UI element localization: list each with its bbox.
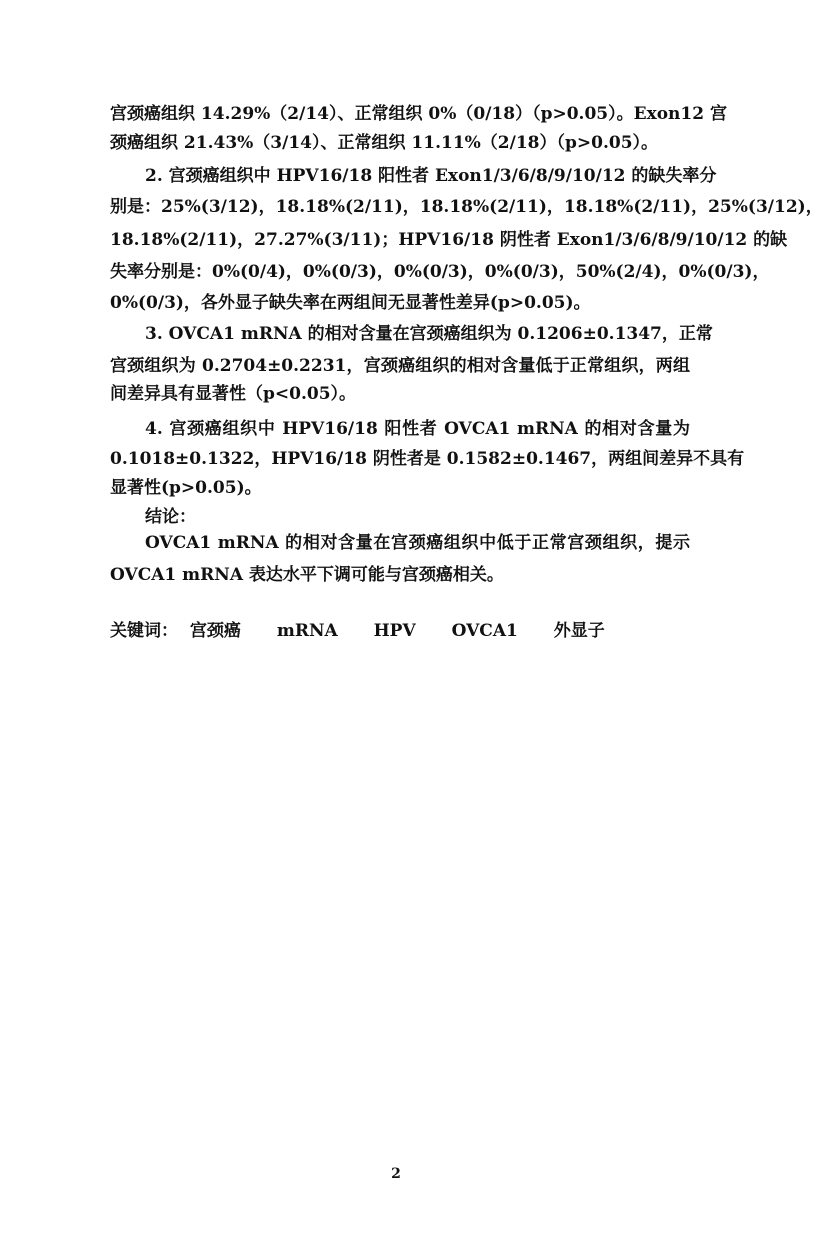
body-text-line: 4. 宫颈癌组织中 HPV16/18 阳性者 OVCA1 mRNA 的相对含量为: [145, 419, 690, 439]
body-text-line: OVCA1 mRNA 表达水平下调可能与宫颈癌相关。: [110, 565, 504, 585]
keywords-label: 关键词：: [110, 621, 178, 641]
page-number: 2: [391, 1166, 401, 1182]
body-text-line: 别是：25%(3/12)，18.18%(2/11)，18.18%(2/11)，18.18%(2/11)，25%(3/12)，: [110, 197, 823, 217]
body-text-line: 间差异具有显著性（p<0.05）。: [110, 384, 357, 404]
keyword-item: OVCA1: [451, 621, 518, 641]
body-text-line: 0%(0/3)，各外显子缺失率在两组间无显著性差异(p>0.05)。: [110, 293, 591, 313]
keywords-row: [110, 621, 635, 641]
body-text-line: 2. 宫颈癌组织中 HPV16/18 阳性者 Exon1/3/6/8/9/10/12 的缺失率分: [145, 166, 717, 186]
body-text-line: 失率分别是：0%(0/4)，0%(0/3)，0%(0/3)，0%(0/3)，50%(2/4)，0%(0/3)，: [110, 262, 770, 282]
keyword-item: mRNA: [276, 621, 338, 641]
body-text-line: 0.1018±0.1322，HPV16/18 阴性者是 0.1582±0.1467，两组间差异不具有: [110, 449, 745, 469]
body-text-line: 18.18%(2/11)，27.27%(3/11)；HPV16/18 阴性者 Exon1/3/6/8/9/10/12 的缺: [110, 230, 788, 250]
conclusion-heading: 结论：: [145, 507, 196, 527]
keyword-item: 宫颈癌: [189, 621, 241, 641]
keyword-item: 外显子: [553, 621, 605, 641]
body-text-line: 显著性(p>0.05)。: [110, 478, 262, 498]
body-text-line: 3. OVCA1 mRNA 的相对含量在宫颈癌组织为 0.1206±0.1347，正常: [145, 324, 713, 344]
body-text-line: 颈癌组织 21.43%（3/14）、正常组织 11.11%（2/18）（p>0.05）。: [110, 133, 659, 153]
keyword-item: HPV: [373, 621, 416, 641]
body-text-line: OVCA1 mRNA 的相对含量在宫颈癌组织中低于正常宫颈组织，提示: [145, 533, 690, 553]
body-text-line: 宫颈组织为 0.2704±0.2231，宫颈癌组织的相对含量低于正常组织，两组: [110, 356, 690, 376]
body-text-line: 宫颈癌组织 14.29%（2/14）、正常组织 0%（0/18）（p>0.05）。Exon12 宫: [110, 104, 727, 124]
